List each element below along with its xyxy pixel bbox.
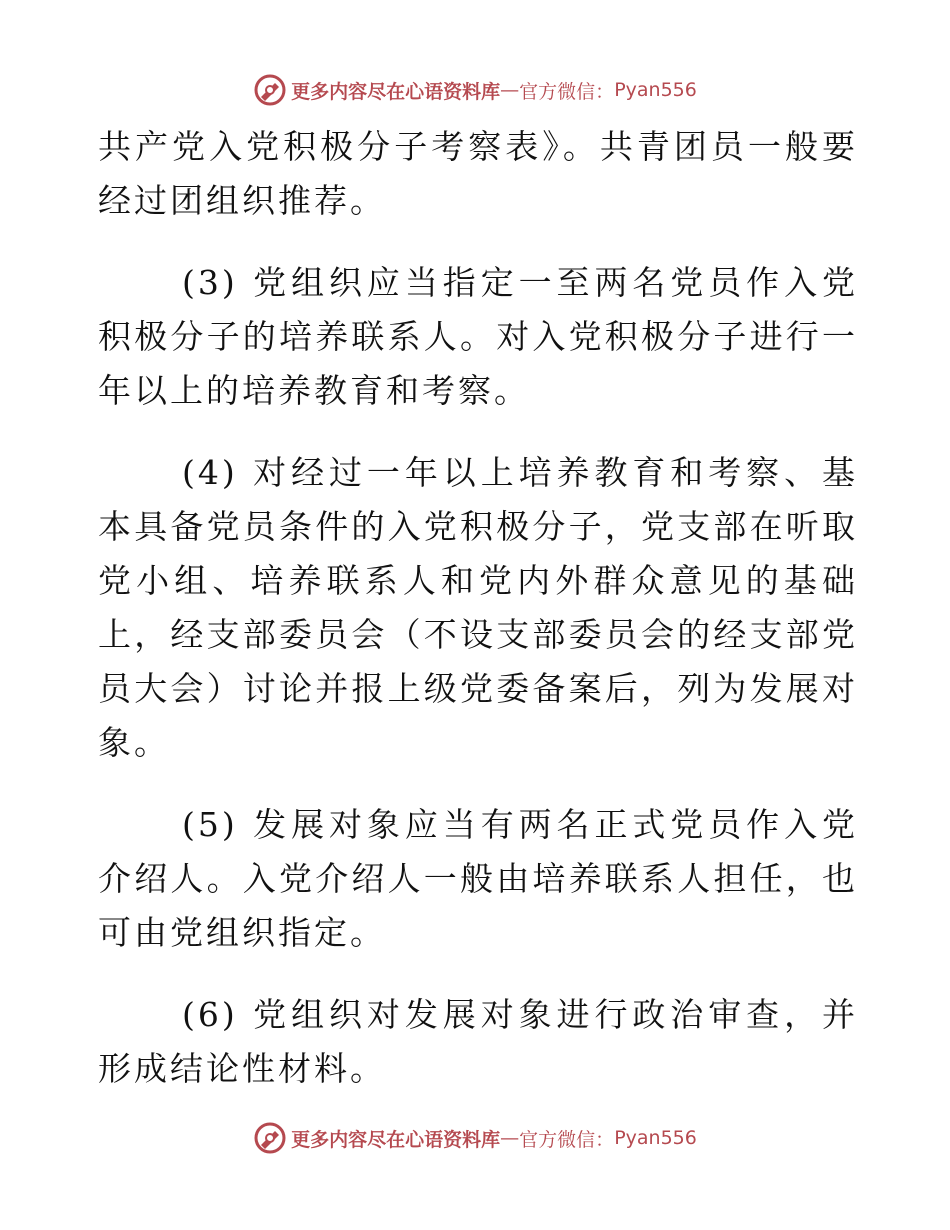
watermark-dash: — [500,1127,520,1149]
document-body [98,120,858,1124]
watermark-wechat-id: Pyan556 [614,1127,697,1149]
watermark-official-text: 官方微信： [519,80,615,103]
watermark-site-text: 更多内容尽在心语资料库 [291,1128,501,1151]
watermark-official-text: 官方微信： [519,1128,615,1151]
brand-logo-icon [253,73,287,107]
paragraph-4: (5) 发展对象应当有两名正式党员作入党介绍人。入党介绍人一般由培养联系人担任，也可由党组织指定。 [98,805,858,952]
watermark-site-text: 更多内容尽在心语资料库 [291,80,501,103]
watermark-dash: — [500,79,520,101]
paragraph-1: 共产党入党积极分子考察表》。共青团员一般要经过团组织推荐。 [98,127,858,220]
paragraph-2: (3) 党组织应当指定一至两名党员作入党积极分子的培养联系人。对入党积极分子进行一年以上的培养教育和考察。 [98,263,858,410]
paragraph-5: (6) 党组织对发展对象进行政治审查，并形成结论性材料。 [98,995,858,1088]
watermark-wechat-id: Pyan556 [614,79,697,101]
header-watermark [0,70,950,110]
footer-watermark [0,1118,950,1158]
brand-logo-icon [253,1121,287,1155]
paragraph-3: (4) 对经过一年以上培养教育和考察、基本具备党员条件的入党积极分子，党支部在听取党小组、培养联系人和党内外群众意见的基础上，经支部委员会（不设支部委员会的经支部党员大会）讨论并报上级党委备案后，列为发展对象。 [98,453,858,762]
